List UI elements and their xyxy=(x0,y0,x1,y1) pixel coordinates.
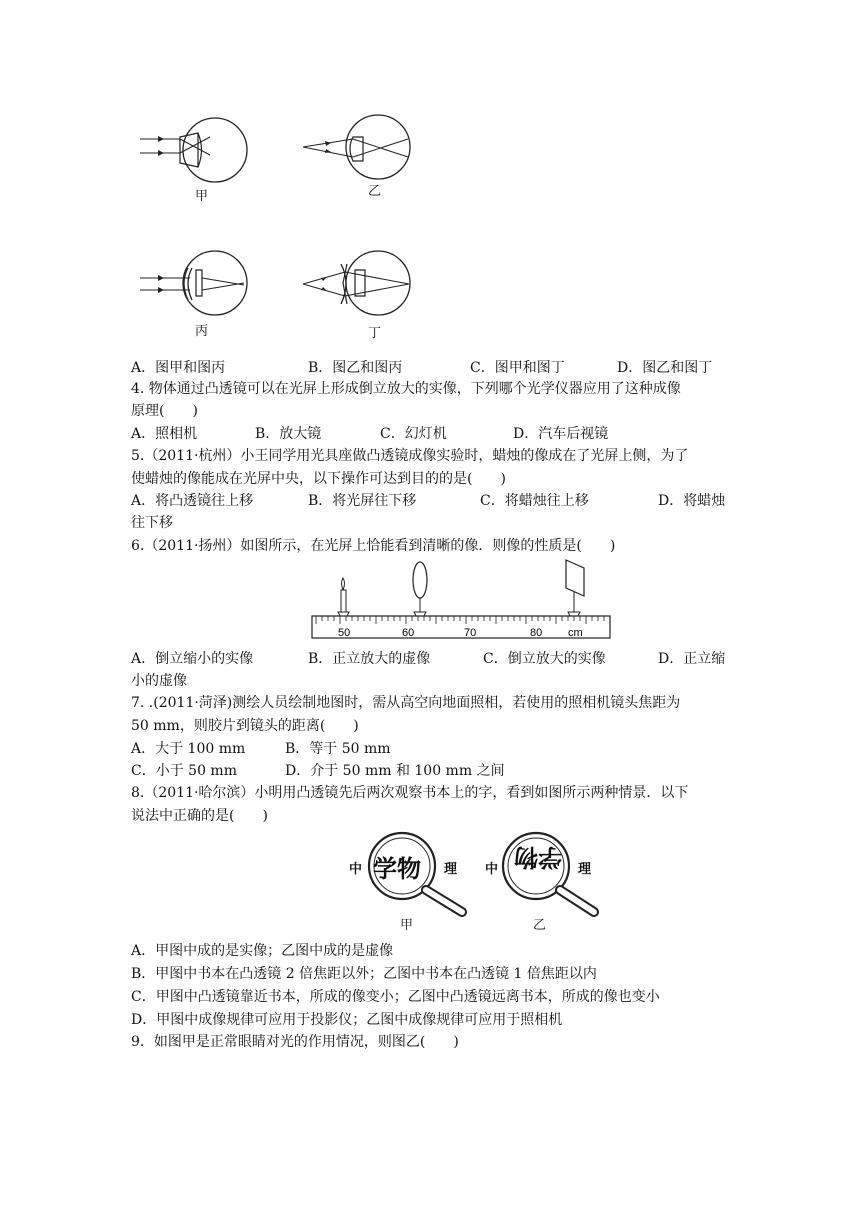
q4-stem-line2: 原理( ) xyxy=(131,403,198,419)
q5-option-d: D．将蜡烛 xyxy=(658,493,726,509)
q3-option-a: A．图甲和图丙 xyxy=(131,360,226,376)
magnifier-yi-outer-left: 中 xyxy=(485,862,499,877)
q7-option-b: B．等于 50 mm xyxy=(285,741,391,757)
q6-option-d: D．正立缩 xyxy=(658,651,726,667)
q5-option-d-continued: 往下移 xyxy=(131,515,173,531)
eye-figure-bing xyxy=(140,250,250,320)
q7-option-c: C．小于 50 mm xyxy=(131,763,237,779)
optical-bench-figure xyxy=(312,558,612,643)
eye-figure-jia xyxy=(140,115,250,185)
q4-option-c: C．幻灯机 xyxy=(380,426,447,442)
q5-stem-line1: 5.（2011·杭州）小王同学用光具座做凸透镜成像实验时，蜡烛的像成在了光屏上侧，为了 xyxy=(131,448,689,464)
q7-stem-line2: 50 mm，则胶片到镜头的距离( ) xyxy=(131,718,359,734)
q9-stem: 9．如图甲是正常眼睛对光的作用情况，则图乙( ) xyxy=(131,1034,459,1050)
q5-option-b: B．将光屏往下移 xyxy=(308,493,417,509)
q8-option-c: C．甲图中凸透镜靠近书本，所成的像变小；乙图中凸透镜远离书本，所成的像也变小 xyxy=(131,989,660,1005)
ruler-label-cm: cm xyxy=(568,627,583,639)
magnifier-jia-lens-text: 学物 xyxy=(373,855,421,883)
q6-stem: 6.（2011·扬州）如图所示，在光屏上恰能看到清晰的像．则像的性质是( ) xyxy=(131,538,616,554)
q6-option-d-continued: 小的虚像 xyxy=(131,673,187,689)
q5-stem-line2: 使蜡烛的像能成在光屏中央，以下操作可达到目的的是( ) xyxy=(131,471,506,487)
figure-label-jia: 甲 xyxy=(195,189,209,204)
figure-label-bing: 丙 xyxy=(195,324,209,339)
q4-option-a: A．照相机 xyxy=(131,426,198,442)
q7-stem-line1: 7. .(2011·菏泽)测绘人员绘制地图时，需从高空向地面照相，若使用的照相机镜头焦距为 xyxy=(131,695,681,711)
q3-option-d: D．图乙和图丁 xyxy=(617,360,713,376)
q5-option-a: A．将凸透镜往上移 xyxy=(131,493,254,509)
eye-figure-ding xyxy=(303,250,413,320)
q4-option-d: D．汽车后视镜 xyxy=(513,426,609,442)
ruler-label-70: 70 xyxy=(464,627,477,639)
magnifier-jia-outer-right: 理 xyxy=(444,862,458,877)
magnifier-yi-lens-text: 学物 xyxy=(514,843,562,871)
q4-option-b: B．放大镜 xyxy=(255,426,322,442)
q8-option-a: A．甲图中成的是实像；乙图中成的是虚像 xyxy=(131,943,394,959)
magnifier-jia-caption: 甲 xyxy=(400,918,414,933)
q3-option-b: B．图乙和图丙 xyxy=(308,360,403,376)
figure-label-yi: 乙 xyxy=(368,184,382,199)
q4-stem-line1: 4. 物体通过凸透镜可以在光屏上形成倒立放大的实像，下列哪个光学仪器应用了这种成像 xyxy=(131,381,681,397)
ruler-label-60: 60 xyxy=(402,627,415,639)
q6-option-a: A．倒立缩小的实像 xyxy=(131,651,254,667)
q5-option-c: C．将蜡烛往上移 xyxy=(480,493,589,509)
q3-option-c: C．图甲和图丁 xyxy=(470,360,565,376)
q8-option-b: B．甲图中书本在凸透镜 2 倍焦距以外；乙图中书本在凸透镜 1 倍焦距以内 xyxy=(131,966,597,982)
q7-option-a: A．大于 100 mm xyxy=(131,741,246,757)
q8-stem-line2: 说法中正确的是( ) xyxy=(131,808,268,824)
ruler-label-80: 80 xyxy=(530,627,543,639)
magnifier-yi-outer-right: 理 xyxy=(578,862,592,877)
q7-option-d: D．介于 50 mm 和 100 mm 之间 xyxy=(285,763,505,779)
q8-option-d: D．甲图中成像规律可应用于投影仪；乙图中成像规律可应用于照相机 xyxy=(131,1012,563,1028)
ruler-label-50: 50 xyxy=(338,627,351,639)
q6-option-c: C．倒立放大的实像 xyxy=(483,651,606,667)
magnifier-yi-caption: 乙 xyxy=(533,918,547,933)
magnifier-jia-outer-left: 中 xyxy=(349,862,363,877)
figure-label-ding: 丁 xyxy=(368,326,382,341)
q8-stem-line1: 8.（2011·哈尔滨）小明用凸透镜先后两次观察书本上的字，看到如图所示两种情景．以下 xyxy=(131,785,689,801)
eye-figure-yi xyxy=(303,115,413,185)
q6-option-b: B．正立放大的虚像 xyxy=(308,651,431,667)
